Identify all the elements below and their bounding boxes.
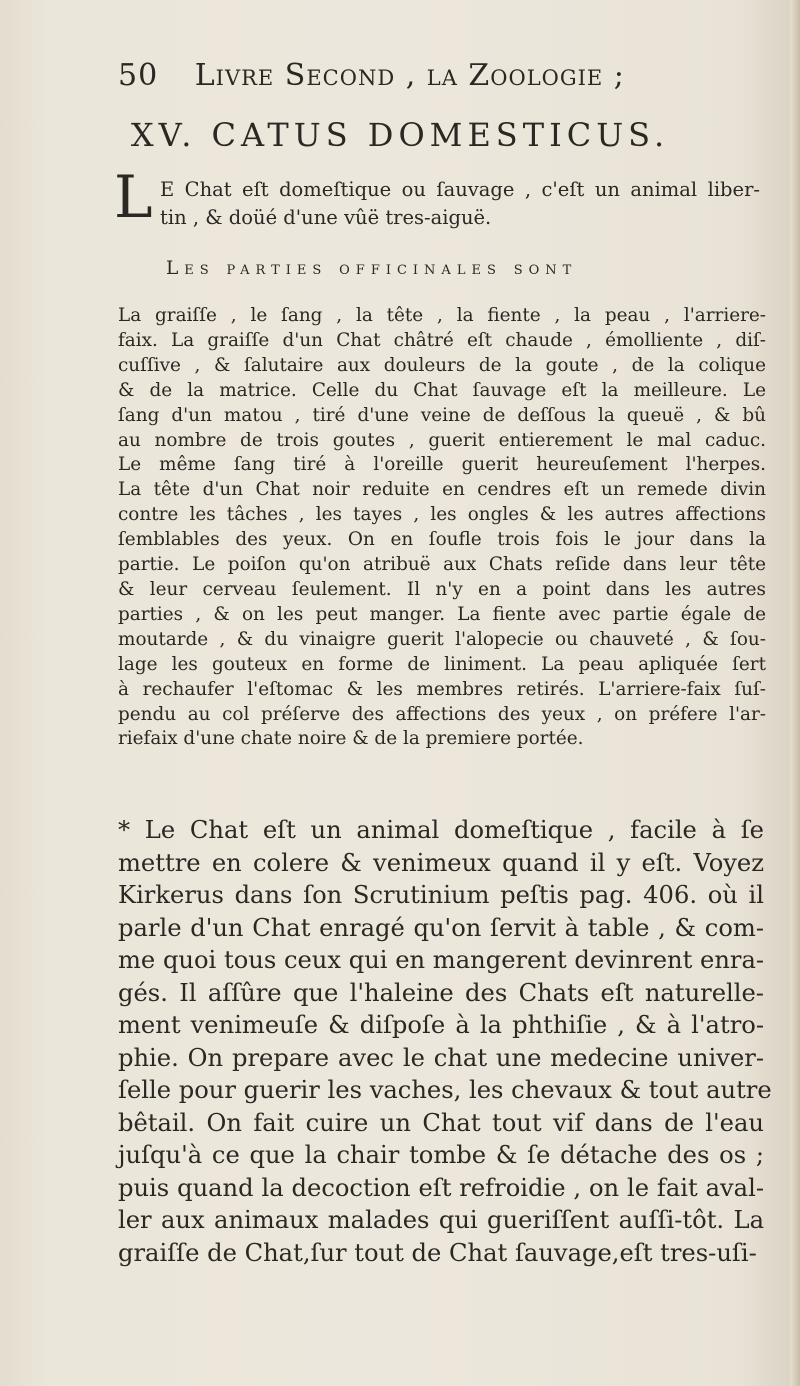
main-paragraph-line: lage les gouteux en forme de liniment. La peau apliquée ſert: [118, 653, 766, 675]
chapter-title: XV. CATUS DOMESTICUS.: [130, 116, 670, 154]
note-paragraph-line: gés. Il aſſûre que l'haleine des Chats eſt naturelle-: [118, 978, 764, 1007]
intro-line-2: tin , & doüé d'une vûë tres-aiguë.: [160, 206, 492, 229]
intro-line-1: E Chat eſt domeſtique ou ſauvage , c'eſt un animal liber-: [160, 178, 760, 201]
section-heading: Les parties officinales sont: [166, 258, 578, 279]
note-paragraph-line: * Le Chat eſt un animal domeſtique , facile à ſe: [118, 816, 764, 844]
main-paragraph-line: La graiſſe , le ſang , la tête , la fiente , la peau , l'arriere-: [118, 305, 766, 326]
note-paragraph-line: parle d'un Chat enragé qu'on ſervit à table , & com-: [118, 913, 764, 942]
main-paragraph-line: partie. Le poiſon qu'on atribuë aux Chats reſide dans leur tête: [118, 554, 766, 576]
main-paragraph-line: ſang d'un matou , tiré d'une veine de deſſous la queuë , & bû: [118, 404, 766, 426]
note-paragraph-line: ler aux animaux malades qui gueriſſent auſſi-tôt. La: [118, 1206, 764, 1234]
note-paragraph: [118, 814, 772, 1269]
note-paragraph-line: Kirkerus dans ſon Scrutinium peſtis pag. 406. où il: [118, 881, 764, 909]
main-paragraph-line: riefaix d'une chate noire & de la premiere portée.: [118, 728, 584, 750]
main-paragraph-line: contre les tâches , les tayes , les ongles & les autres affections: [118, 504, 766, 526]
note-paragraph-line: bêtail. On fait cuire un Chat tout vif dans de l'eau: [118, 1108, 764, 1137]
main-paragraph-line: Le même ſang tiré à l'oreille guerit heureuſement l'herpes.: [118, 454, 766, 476]
main-paragraph-line: pendu au col préſerve des affections des yeux , on préfere l'ar-: [118, 703, 766, 725]
main-paragraph-line: & de la matrice. Celle du Chat ſauvage eſt la meilleure. Le: [118, 379, 766, 401]
note-paragraph-line: puis quand la decoction eſt refroidie , on le fait aval-: [118, 1173, 764, 1202]
main-paragraph-line: au nombre de trois goutes , guerit entierement le mal caduc.: [118, 429, 766, 451]
running-title: Livre Second , la Zoologie ;: [194, 58, 625, 93]
page-edge: [790, 0, 800, 1386]
page-number: 50: [118, 58, 159, 93]
note-paragraph-line: juſqu'à ce que la chair tombe & ſe détache des os ;: [118, 1141, 764, 1169]
note-paragraph-line: me quoi tous ceux qui en mangerent devinrent enra-: [118, 946, 765, 974]
main-paragraph-line: parties , & on les peut manger. La fiente avec partie égale de: [118, 603, 766, 625]
note-paragraph-line: graiſſe de Chat,ſur tout de Chat ſauvage,eſt tres-uſi-: [118, 1238, 757, 1267]
note-paragraph-line: ſelle pour guerir les vaches, les chevaux & tout autre: [118, 1076, 772, 1104]
drop-cap: L: [114, 163, 153, 231]
main-paragraph-line: faix. La graiſſe d'un Chat châtré eſt chaude , émolliente , diſ-: [118, 329, 766, 351]
main-paragraph-line: cuſſive , & ſalutaire aux douleurs de la goute , de la colique: [118, 354, 766, 376]
intro-paragraph: [160, 176, 760, 232]
note-paragraph-line: mettre en colere & venimeux quand il y eſt. Voyez: [118, 848, 764, 877]
main-paragraph-line: ſemblables des yeux. On en ſoufle trois fois le jour dans la: [118, 529, 766, 551]
running-header: [118, 58, 678, 93]
main-paragraph: [118, 304, 766, 752]
main-paragraph-line: & leur cerveau ſeulement. Il n'y en a point dans les autres: [118, 578, 766, 600]
note-paragraph-line: ment venimeuſe & diſpoſe à la phthiſie , & à l'atro-: [118, 1011, 764, 1039]
main-paragraph-line: moutarde , & du vinaigre guerit l'alopecie ou chauveté , & ſou-: [118, 628, 766, 650]
main-paragraph-line: La tête d'un Chat noir reduite en cendres eſt un remede divin: [118, 479, 766, 501]
main-paragraph-line: à rechaufer l'eſtomac & les membres retirés. L'arriere-faix ſuſ-: [118, 678, 766, 700]
note-paragraph-line: phie. On prepare avec le chat une medecine univer-: [118, 1043, 764, 1072]
